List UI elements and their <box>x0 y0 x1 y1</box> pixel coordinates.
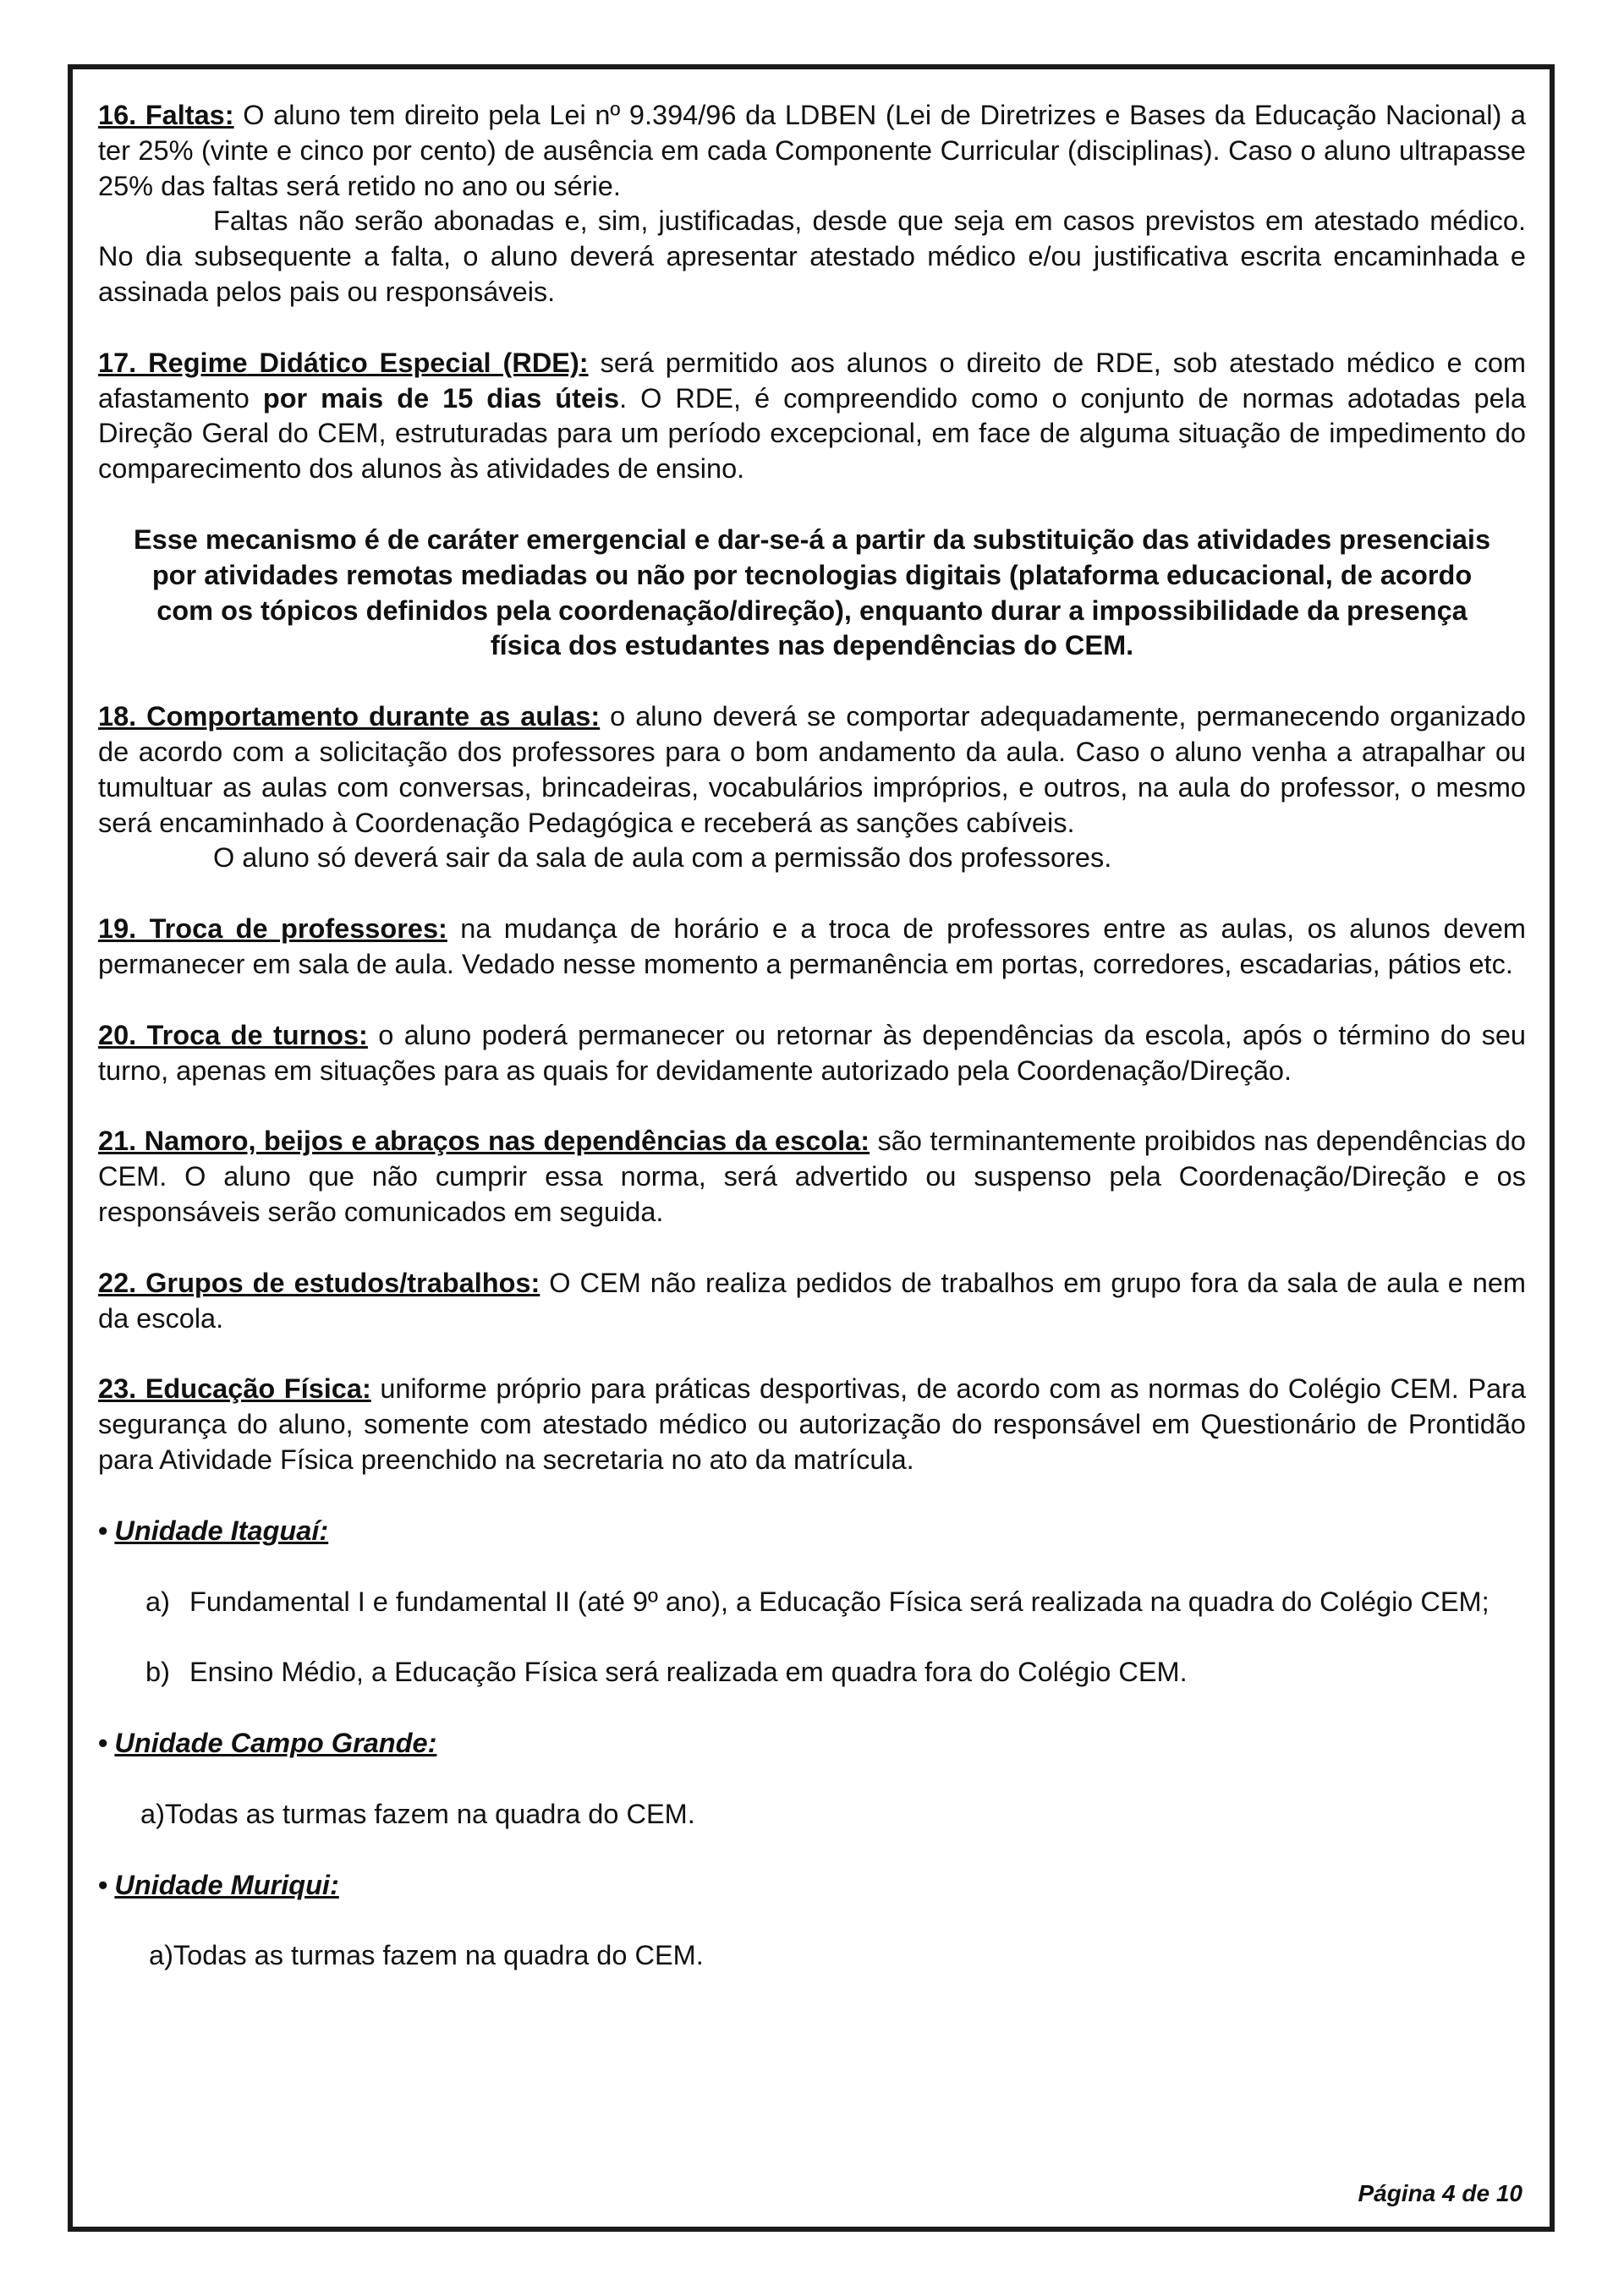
section-16-text: O aluno tem direito pela Lei nº 9.394/96 da LDBEN (Lei de Diretrizes e Bases da Educação Nacional) a ter 25% (vinte e cinco por cento) de ausência em cada Componente Curricular (disciplinas). Caso o aluno ultrapasse 25% das faltas será retido no ano ou série. <box>98 100 1527 201</box>
unit-muriqui-title <box>98 1868 1526 1904</box>
section-17-heading: 17. Regime Didático Especial (RDE): <box>98 347 589 378</box>
unit-campo-grande-label: Unidade Campo Grande: <box>114 1728 437 1759</box>
section-19 <box>98 912 1526 983</box>
list-item <box>98 1655 1526 1690</box>
list-item <box>98 1585 1526 1620</box>
section-17-text-2: . O RDE, é compreendido como o conjunto de normas adotadas pela Direção Geral do CEM, estruturadas para um período excepcional, em face de alguma situação de impedimento do comparecimento dos alunos às atividades de ensino. <box>98 382 1526 485</box>
section-18-paragraph-2: O aluno só deverá sair da sala de aula com a permissão dos professores. <box>213 842 1112 874</box>
unit-campo-grande-title <box>98 1726 1526 1762</box>
section-18-heading: 18. Comportamento durante as aulas: <box>98 701 601 732</box>
section-23-text: uniforme próprio para práticas desportivas, de acordo com as normas do Colégio CEM. Para segurança do aluno, somente com atestado médico ou autorização do responsável em Questionário de Prontidão para Atividade Física preenchido na secretaria no ato da matrícula. <box>98 1373 1527 1475</box>
section-22-text: O CEM não realiza pedidos de trabalhos em grupo fora da sala de aula e nem da escola. <box>98 1267 1526 1334</box>
section-21-text: são terminantemente proibidos nas dependências do CEM. O aluno que não cumprir essa norma, será advertido ou suspenso pela Coordenação/Direção e os responsáveis serão comunicados em seguida. <box>98 1126 1526 1227</box>
bullet-icon: • <box>98 1728 108 1759</box>
section-22-heading: 22. Grupos de estudos/trabalhos: <box>98 1267 540 1298</box>
section-20 <box>98 1018 1526 1089</box>
section-16-heading: 16. Faltas: <box>98 100 234 130</box>
page-number: Página 4 de 10 <box>1358 2180 1522 2206</box>
section-21 <box>98 1124 1526 1230</box>
unit-muriqui-item: a)Todas as turmas fazem na quadra do CEM. <box>149 1940 704 1971</box>
section-17 <box>98 346 1526 487</box>
unit-itaguai-label: Unidade Itaguaí: <box>114 1515 329 1546</box>
section-20-text: o aluno poderá permanecer ou retornar às dependências da escola, após o término do seu turno, apenas em situações para as quais for devidamente autorizado pela Coordenação/Direção. <box>98 1019 1526 1086</box>
list-item-text: Fundamental I e fundamental II (até 9º ano), a Educação Física será realizada na quadra do Colégio CEM; <box>189 1586 1490 1617</box>
section-19-heading: 19. Troca de professores: <box>98 913 447 945</box>
bullet-icon: • <box>98 1515 108 1546</box>
section-21-heading: 21. Namoro, beijos e abraços nas dependências da escola: <box>98 1126 870 1157</box>
section-23-heading: 23. Educação Física: <box>98 1373 371 1405</box>
unit-campo-grande-item: a)Todas as turmas fazem na quadra do CEM. <box>140 1798 695 1829</box>
section-16 <box>98 98 1526 204</box>
list-item-label: a) <box>145 1586 170 1617</box>
section-20-heading: 20. Troca de turnos: <box>98 1019 368 1050</box>
section-17-text-1: será permitido aos alunos o direito de RDE, sob atestado médico e com afastamento <box>98 347 1526 414</box>
list-item-text: Ensino Médio, a Educação Física será realizada em quadra fora do Colégio CEM. <box>189 1657 1188 1688</box>
rde-notice: Esse mecanismo é de caráter emergencial e dar-se-á a partir da substituição das atividades presenciais por atividades remotas mediadas ou não por tecnologias digitais (plataforma educacional, de acordo com os tópicos definidos pela coordenação/direção), enquanto durar a impossibilidade da presença física dos estudantes nas dependências do CEM. <box>133 523 1491 661</box>
unit-itaguai-title <box>98 1514 1526 1549</box>
bullet-icon: • <box>98 1869 108 1900</box>
section-18-text: o aluno deverá se comportar adequadamente, permanecendo organizado de acordo com a solicitação dos professores para o bom andamento da aula. Caso o aluno venha a atrapalhar ou tumultuar as aulas com conversas, brincadeiras, vocabulários impróprios, e outros, na aula do professor, o mesmo será encaminhado à Coordenação Pedagógica e receberá as sanções cabíveis. <box>98 701 1527 838</box>
document-body <box>98 98 1526 1974</box>
section-18 <box>98 699 1526 841</box>
unit-muriqui-label: Unidade Muriqui: <box>114 1869 339 1900</box>
section-22 <box>98 1266 1526 1337</box>
section-23 <box>98 1372 1526 1477</box>
list-item-label: b) <box>145 1657 170 1688</box>
section-16-paragraph-2: Faltas não serão abonadas e, sim, justificadas, desde que seja em casos previstos em atestado médico. No dia subsequente a falta, o aluno deverá apresentar atestado médico e/ou justificativa escrita encaminhada e assinada pelos pais ou responsáveis. <box>98 205 1526 307</box>
section-19-text: na mudança de horário e a troca de professores entre as aulas, os alunos devem permanecer em sala de aula. Vedado nesse momento a permanência em portas, corredores, escadarias, pátios etc. <box>98 913 1526 979</box>
section-17-bold-text: por mais de 15 dias úteis <box>262 382 620 414</box>
